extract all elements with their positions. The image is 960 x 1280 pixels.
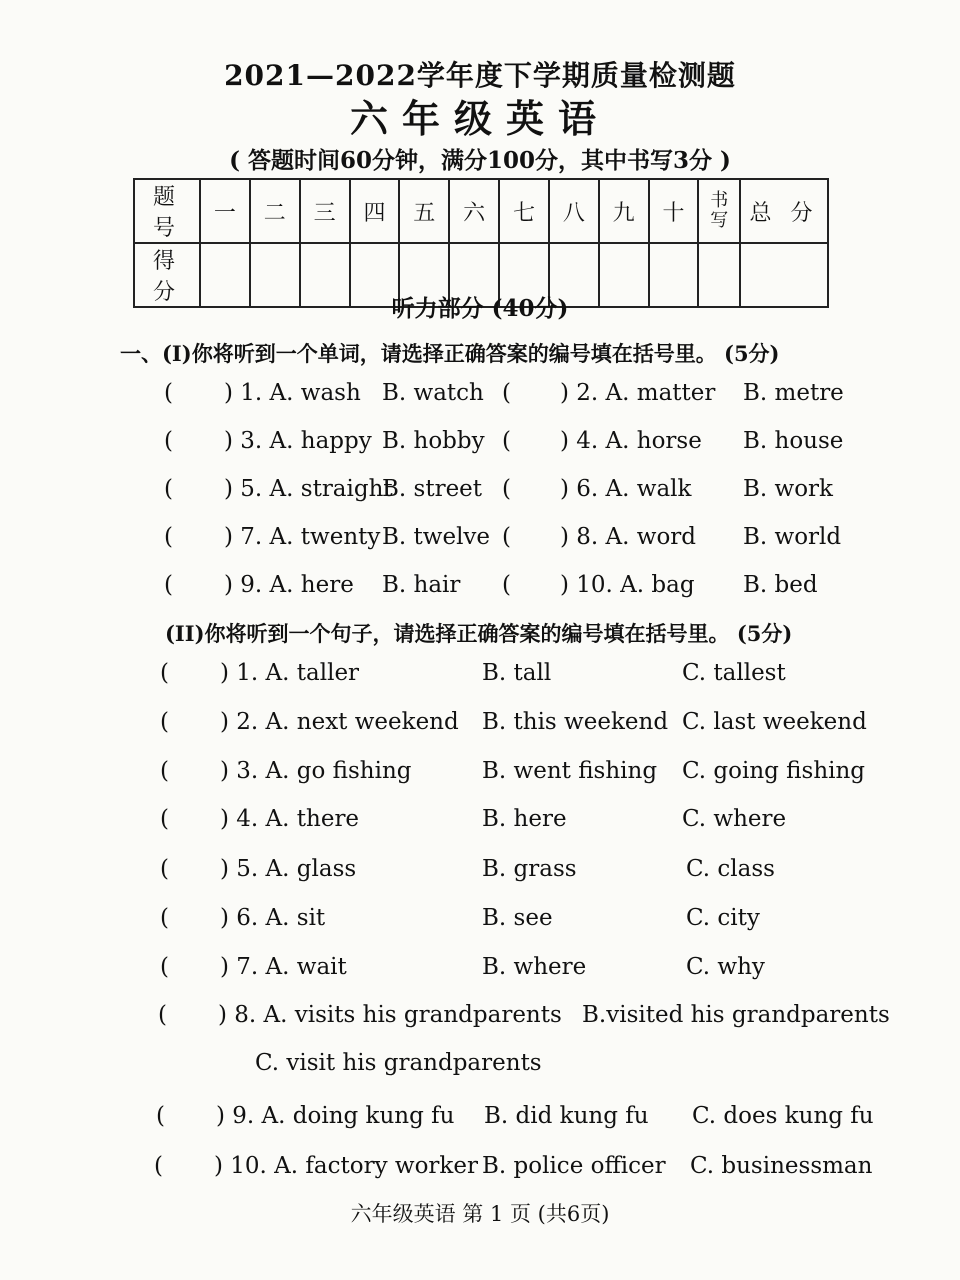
answer-bracket[interactable]: ( xyxy=(160,709,169,735)
score-col-1: 一 xyxy=(200,179,250,243)
part2-option-b: B. tall xyxy=(482,660,552,686)
answer-bracket[interactable]: ( xyxy=(160,660,169,686)
writing-label-top: 书 xyxy=(710,189,729,211)
part2-option-c: C. class xyxy=(686,856,775,882)
score-col-10: 十 xyxy=(649,179,699,243)
answer-bracket[interactable]: ( xyxy=(160,856,169,882)
score-table-row2-label: 得 分 xyxy=(134,243,200,307)
part2-question: ) 10. A. factory worker xyxy=(214,1153,478,1179)
part1-question: ) 8. A. word xyxy=(560,524,697,550)
part2-option-c: C. going fishing xyxy=(682,758,866,784)
score-table-row1-label: 题 号 xyxy=(134,179,200,243)
part2-option-b: B. see xyxy=(482,905,553,931)
answer-bracket[interactable]: ( xyxy=(502,428,511,454)
answer-bracket[interactable]: ( xyxy=(502,524,511,550)
answer-bracket[interactable]: ( xyxy=(164,572,173,598)
score-col-6: 六 xyxy=(449,179,499,243)
part1-option-b: B. hobby xyxy=(382,428,485,454)
answer-bracket[interactable]: ( xyxy=(160,905,169,931)
part1-instruction: 一、(I)你将听到一个单词，请选择正确答案的编号填在括号里。 (5分) xyxy=(120,341,780,366)
part1-question: ) 4. A. horse xyxy=(560,428,702,454)
score-col-4: 四 xyxy=(350,179,400,243)
part1-option-b: B. watch xyxy=(382,380,484,406)
answer-bracket[interactable]: ( xyxy=(164,428,173,454)
score-col-3: 三 xyxy=(300,179,350,243)
score-col-total: 总 分 xyxy=(740,179,828,243)
listening-section-title: 听力部分 (40分) xyxy=(391,295,569,322)
answer-bracket[interactable]: ( xyxy=(502,572,511,598)
part1-option-b: B. house xyxy=(743,428,844,454)
part2-option-c: C. city xyxy=(686,905,760,931)
answer-bracket[interactable]: ( xyxy=(160,758,169,784)
part2-question: ) 9. A. doing kung fu xyxy=(216,1103,455,1129)
part2-question: ) 7. A. wait xyxy=(220,954,347,980)
part1-option-b: B. metre xyxy=(743,380,844,406)
score-table-header-row xyxy=(134,179,828,243)
part1-question: ) 6. A. walk xyxy=(560,476,692,502)
part2-option-b: B. went fishing xyxy=(482,758,658,784)
answer-bracket[interactable]: ( xyxy=(160,806,169,832)
part2-option-c: C. where xyxy=(682,806,787,832)
part1-option-b: B. world xyxy=(743,524,842,550)
exam-subtitle: ( 答题时间60分钟，满分100分，其中书写3分 ) xyxy=(229,147,731,174)
part1-option-b: B. work xyxy=(743,476,833,502)
answer-bracket[interactable]: ( xyxy=(164,380,173,406)
part1-question: ) 2. A. matter xyxy=(560,380,716,406)
part1-question: ) 9. A. here xyxy=(224,572,354,598)
part2-option-b: B.visited his grandparents xyxy=(582,1002,890,1028)
part1-option-b: B. street xyxy=(382,476,483,502)
answer-bracket[interactable]: ( xyxy=(164,524,173,550)
page-footer: 六年级英语 第 1 页 (共6页) xyxy=(350,1202,610,1226)
score-col-9: 九 xyxy=(599,179,649,243)
answer-bracket[interactable]: ( xyxy=(502,380,511,406)
answer-bracket[interactable]: ( xyxy=(158,1002,167,1028)
answer-bracket[interactable]: ( xyxy=(154,1153,163,1179)
score-col-5: 五 xyxy=(399,179,449,243)
writing-label-bottom: 写 xyxy=(710,209,729,231)
part2-option-c: C. why xyxy=(686,954,765,980)
part2-option-c: C. does kung fu xyxy=(692,1103,874,1129)
score-col-writing xyxy=(698,179,740,243)
score-col-8: 八 xyxy=(549,179,599,243)
part2-option-b: B. this weekend xyxy=(482,709,669,735)
exam-title-line1: 2021—2022学年度下学期质量检测题 xyxy=(224,59,736,92)
score-col-2: 二 xyxy=(250,179,300,243)
part2-question: ) 3. A. go fishing xyxy=(220,758,412,784)
answer-bracket[interactable]: ( xyxy=(156,1103,165,1129)
score-col-7: 七 xyxy=(499,179,549,243)
part1-question: ) 1. A. wash xyxy=(224,380,361,406)
part1-question: ) 3. A. happy xyxy=(224,428,372,454)
part2-question: ) 2. A. next weekend xyxy=(220,709,459,735)
part2-option-c: C. last weekend xyxy=(682,709,867,735)
part2-option-b: B. here xyxy=(482,806,567,832)
part2-option-c: C. tallest xyxy=(682,660,786,686)
part2-question: ) 5. A. glass xyxy=(220,856,357,882)
part2-question: ) 4. A. there xyxy=(220,806,360,832)
answer-bracket[interactable]: ( xyxy=(502,476,511,502)
part2-question: ) 8. A. visits his grandparents xyxy=(218,1002,562,1028)
part2-question: ) 6. A. sit xyxy=(220,905,326,931)
part1-question: ) 5. A. straight xyxy=(224,476,393,502)
part1-option-b: B. bed xyxy=(743,572,818,598)
part2-option-b: B. did kung fu xyxy=(484,1103,649,1129)
answer-bracket[interactable]: ( xyxy=(160,954,169,980)
part2-question: ) 1. A. taller xyxy=(220,660,360,686)
part2-option-b: B. grass xyxy=(482,856,577,882)
part1-option-b: B. twelve xyxy=(382,524,491,550)
part2-instruction: (II)你将听到一个句子，请选择正确答案的编号填在括号里。 (5分) xyxy=(165,621,793,646)
exam-title-line2: 六年级英语 xyxy=(349,96,610,141)
part2-option-b: B. police officer xyxy=(482,1153,666,1179)
part1-question: ) 10. A. bag xyxy=(560,572,695,598)
part1-question: ) 7. A. twenty xyxy=(224,524,381,550)
answer-bracket[interactable]: ( xyxy=(164,476,173,502)
score-table xyxy=(133,178,829,308)
part2-option-b: B. where xyxy=(482,954,587,980)
part1-option-b: B. hair xyxy=(382,572,461,598)
part2-option-c: C. businessman xyxy=(690,1153,873,1179)
part2-option-c: C. visit his grandparents xyxy=(255,1050,542,1076)
